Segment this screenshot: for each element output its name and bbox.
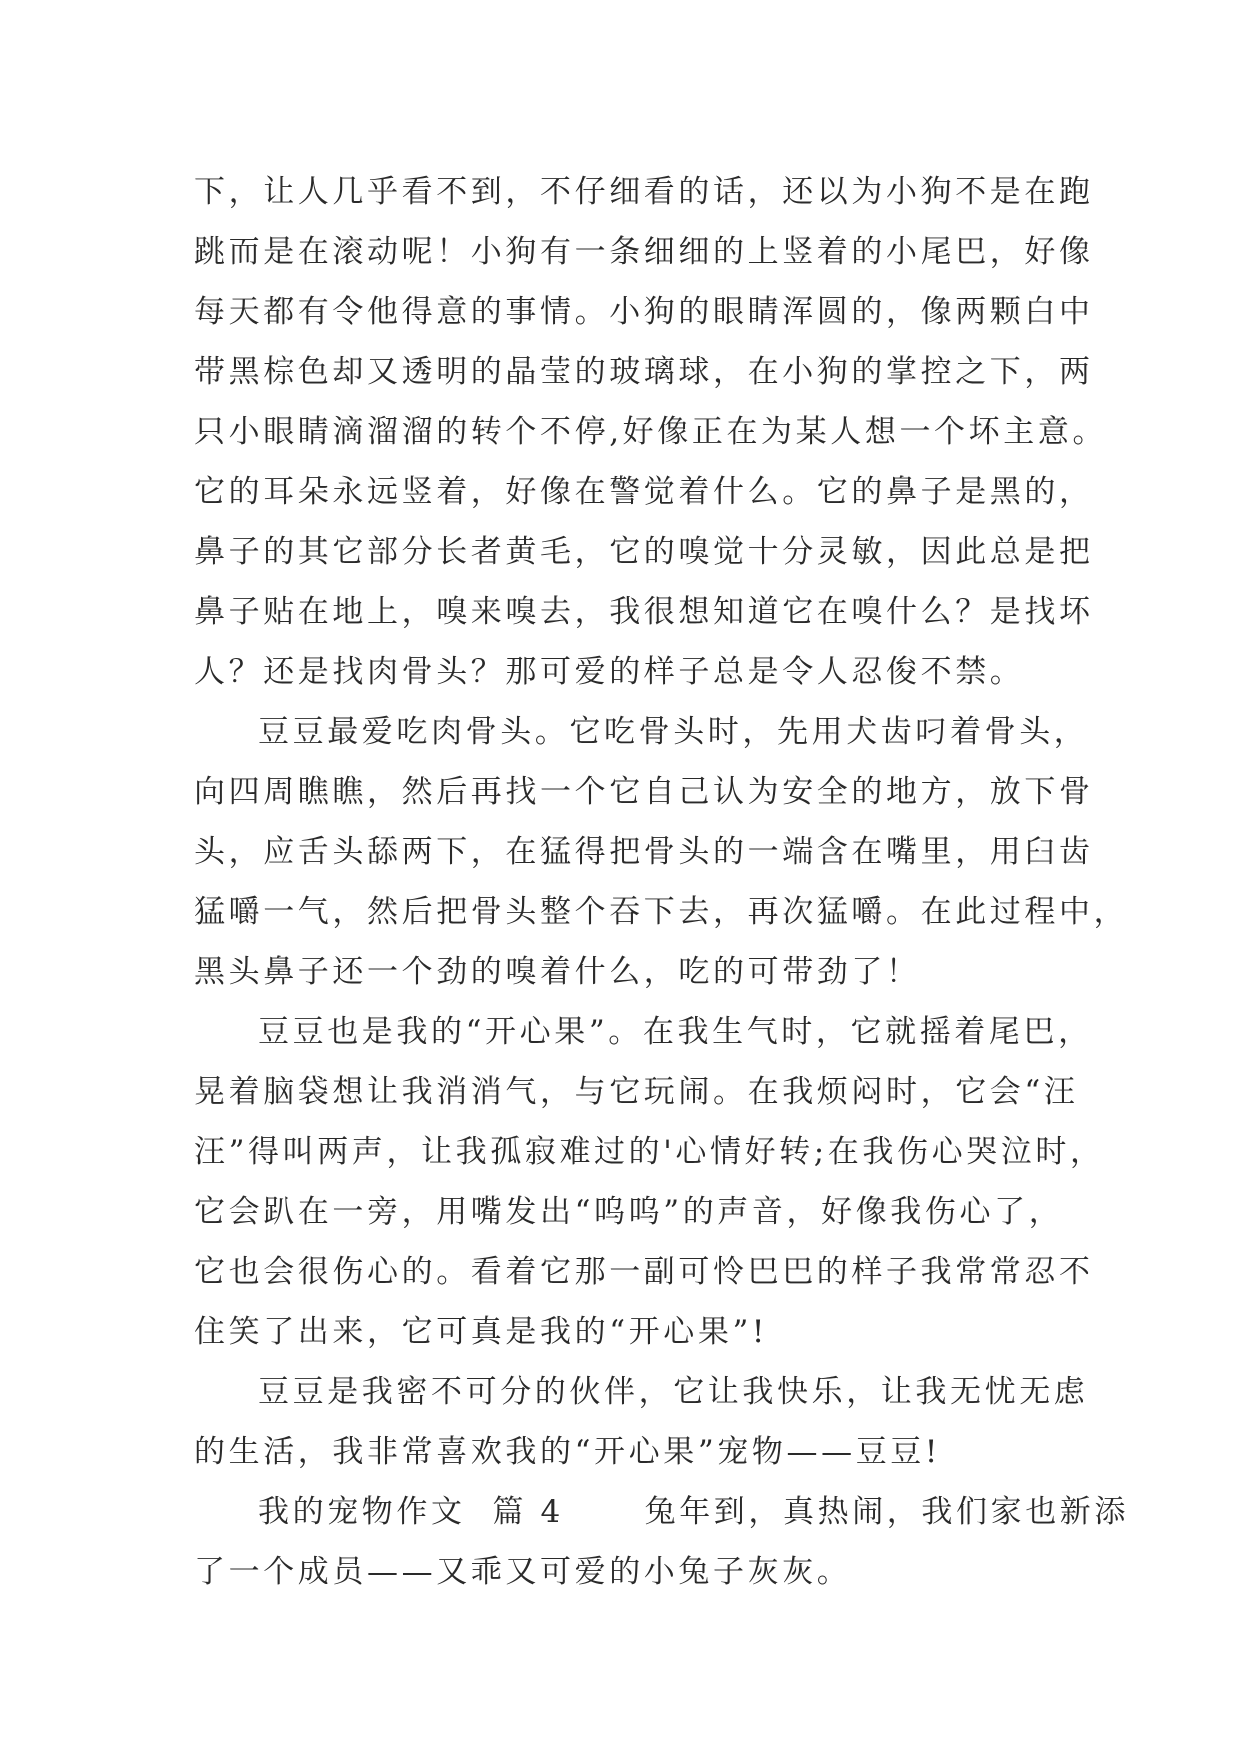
text-line: 向四周瞧瞧，然后再找一个它自己认为安全的地方，放下骨 [194, 774, 1094, 810]
text-line: 晃着脑袋想让我消消气，与它玩闹。在我烦闷时，它会“汪 [194, 1074, 1079, 1110]
text-line: 每天都有令他得意的事情。小狗的眼睛浑圆的，像两颗白中 [194, 294, 1094, 330]
text-line: 它也会很伤心的。看着它那一副可怜巴巴的样子我常常忍不 [194, 1254, 1094, 1290]
text-line: 带黑棕色却又透明的晶莹的玻璃球，在小狗的掌控之下，两 [194, 354, 1094, 390]
text-line: 人？还是找肉骨头？那可爱的样子总是令人忍俊不禁。 [194, 654, 1025, 690]
paragraph-start-line: 豆豆是我密不可分的伙伴，它让我快乐，让我无忧无虑 [258, 1374, 1089, 1410]
text-line: 汪”得叫两声，让我孤寂难过的'心情好转;在我伤心哭泣时， [194, 1134, 1105, 1170]
paragraph-start-line: 豆豆也是我的“开心果”。在我生气时，它就摇着尾巴， [258, 1014, 1093, 1050]
text-line: 跳而是在滚动呢！小狗有一条细细的上竖着的小尾巴，好像 [194, 234, 1094, 270]
text-line: 黑头鼻子还一个劲的嗅着什么，吃的可带劲了！ [194, 954, 921, 990]
text-line: 只小眼睛滴溜溜的转个不停,好像正在为某人想一个坏主意。 [194, 414, 1108, 450]
text-line: 鼻子的其它部分长者黄毛，它的嗅觉十分灵敏，因此总是把 [194, 534, 1094, 570]
text-line: 头，应舌头舔两下，在猛得把骨头的一端含在嘴里，用臼齿 [194, 834, 1094, 870]
text-line: 住笑了出来，它可真是我的“开心果”! [194, 1314, 768, 1350]
text-line: 鼻子贴在地上，嗅来嗅去，我很想知道它在嗅什么？是找坏 [194, 594, 1094, 630]
paragraph-start-line: 豆豆最爱吃肉骨头。它吃骨头时，先用犬齿叼着骨头， [258, 714, 1089, 750]
text-line: 猛嚼一气，然后把骨头整个吞下去，再次猛嚼。在此过程中， [194, 894, 1129, 930]
text-line: 的生活，我非常喜欢我的“开心果”宠物——豆豆! [194, 1434, 941, 1470]
text-line: 了一个成员——又乖又可爱的小兔子灰灰。 [194, 1554, 852, 1590]
document-body [194, 162, 1130, 1602]
text-line: 下，让人几乎看不到，不仔细看的话，还以为小狗不是在跑 [194, 174, 1094, 210]
section-heading-line: 我的宠物作文 篇 4 兔年到，真热闹，我们家也新添 [258, 1494, 1130, 1530]
text-line: 它会趴在一旁，用嘴发出“呜呜”的声音，好像我伤心了， [194, 1194, 1064, 1230]
text-line: 它的耳朵永远竖着，好像在警觉着什么。它的鼻子是黑的， [194, 474, 1094, 510]
